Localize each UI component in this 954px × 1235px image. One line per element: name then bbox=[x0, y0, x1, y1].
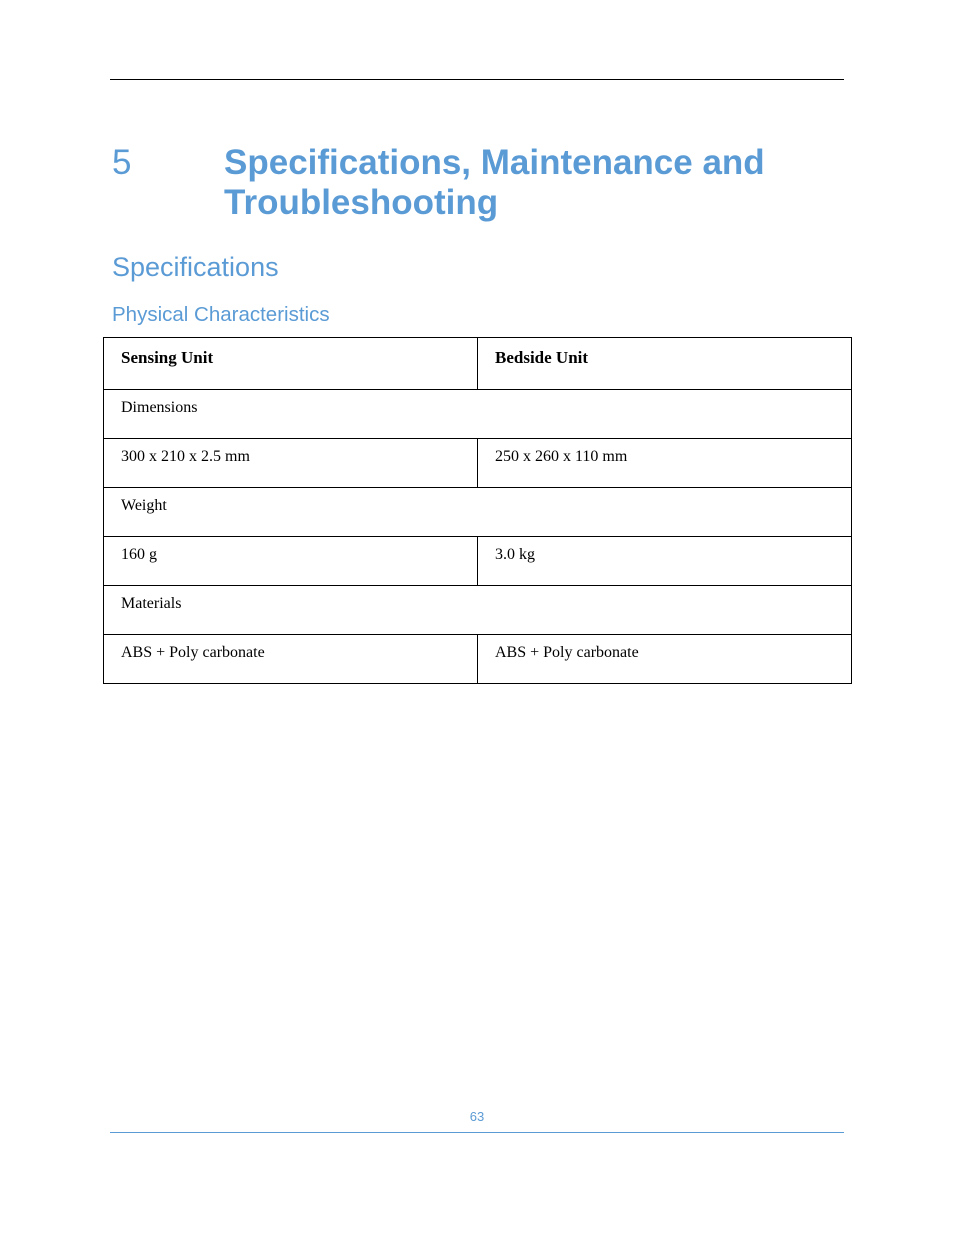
chapter-title bbox=[224, 143, 844, 223]
header-bedside-unit: Bedside Unit bbox=[478, 338, 852, 390]
sensing-unit-materials: ABS + Poly carbonate bbox=[104, 635, 478, 684]
table-header-row bbox=[104, 338, 852, 390]
physical-characteristics-table bbox=[103, 337, 852, 684]
chapter-title-line-1: Specifications, Maintenance and bbox=[224, 143, 765, 182]
group-row-dimensions bbox=[104, 390, 852, 439]
footer-rule bbox=[110, 1132, 844, 1133]
header-sensing-unit: Sensing Unit bbox=[104, 338, 478, 390]
subsection-heading: Physical Characteristics bbox=[112, 303, 330, 326]
header-rule bbox=[110, 79, 844, 80]
bedside-unit-weight: 3.0 kg bbox=[478, 537, 852, 586]
table-row bbox=[104, 439, 852, 488]
sensing-unit-dimensions: 300 x 210 x 2.5 mm bbox=[104, 439, 478, 488]
group-label: Weight bbox=[104, 488, 852, 537]
chapter-number: 5 bbox=[112, 143, 132, 182]
group-label: Materials bbox=[104, 586, 852, 635]
table-row bbox=[104, 537, 852, 586]
group-label: Dimensions bbox=[104, 390, 852, 439]
group-row-materials bbox=[104, 586, 852, 635]
page-number: 63 bbox=[469, 1109, 485, 1124]
bedside-unit-materials: ABS + Poly carbonate bbox=[478, 635, 852, 684]
table-row bbox=[104, 635, 852, 684]
section-heading: Specifications bbox=[112, 252, 279, 282]
chapter-title-line-2: Troubleshooting bbox=[224, 183, 499, 222]
group-row-weight bbox=[104, 488, 852, 537]
bedside-unit-dimensions: 250 x 260 x 110 mm bbox=[478, 439, 852, 488]
sensing-unit-weight: 160 g bbox=[104, 537, 478, 586]
